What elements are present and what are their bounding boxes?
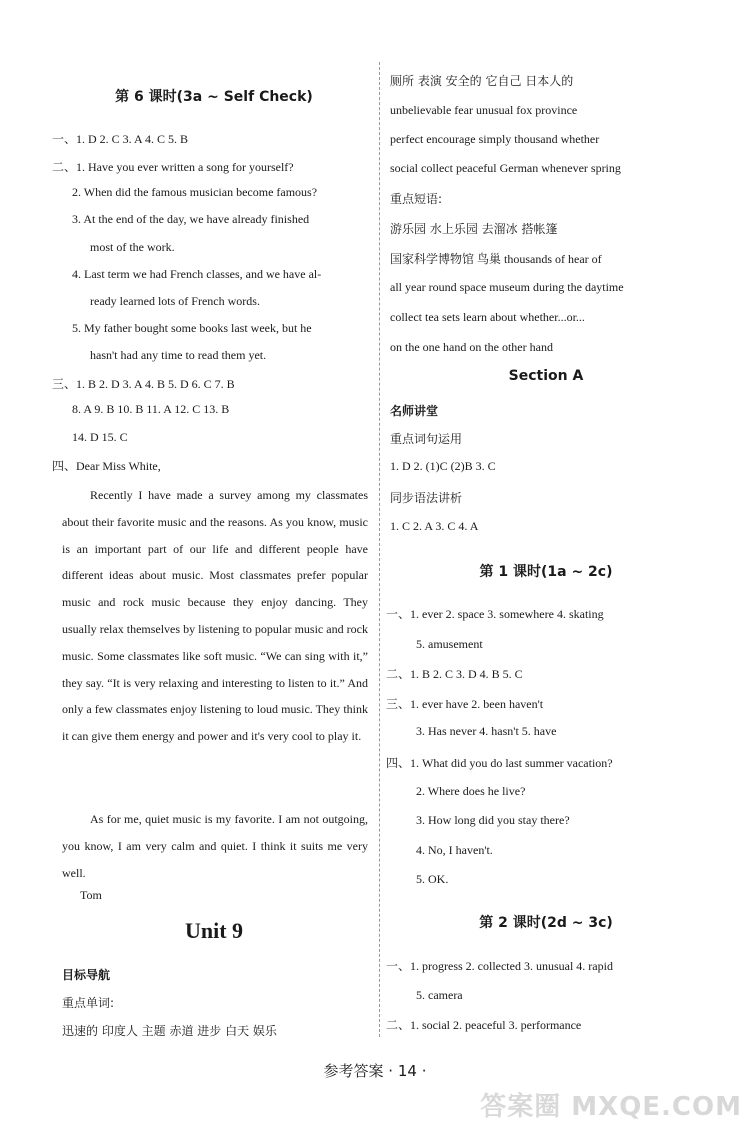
part3-line: 14. D 15. C bbox=[72, 430, 128, 444]
unit-title: Unit 9 bbox=[184, 918, 244, 943]
lesson1-line: 二、1. B 2. C 3. D 4. B 5. C bbox=[386, 667, 523, 681]
page-footer: 参考答案 · 14 · bbox=[323, 1062, 427, 1080]
part2-line: 二、1. Have you ever written a song for yourself? bbox=[52, 160, 294, 174]
letter-paragraph-2: As for me, quiet music is my favorite. I am not outgoing, you know, I am very calm and quiet. I think it suits me very well. bbox=[62, 812, 368, 880]
phrase-line: all year round space museum during the daytime bbox=[390, 280, 624, 294]
lesson1-line: 5. OK. bbox=[416, 872, 449, 886]
part2-line: 2. When did the famous musician become famous? bbox=[72, 185, 318, 199]
lesson1-title: 第 1 课时(1a ~ 2c) bbox=[479, 564, 613, 580]
part3-line: 三、1. B 2. D 3. A 4. B 5. D 6. C 7. B bbox=[52, 377, 235, 391]
usage-answers: 1. D 2. (1)C (2)B 3. C bbox=[390, 459, 496, 473]
goal-nav-label: 目标导航 bbox=[62, 968, 111, 982]
key-words-cn: 迅速的 印度人 主题 赤道 进步 白天 娱乐 bbox=[62, 1024, 277, 1038]
lesson1-line: 2. Where does he live? bbox=[416, 784, 526, 798]
lesson2-line: 5. camera bbox=[416, 988, 463, 1002]
part1-answers: 一、1. D 2. C 3. A 4. C 5. B bbox=[52, 132, 189, 146]
letter-signature: Tom bbox=[80, 888, 102, 902]
phrase-line: collect tea sets learn about whether...or... bbox=[390, 310, 585, 324]
part2-line: 5. My father bought some books last week, but he bbox=[72, 321, 312, 335]
part2-line: ready learned lots of French words. bbox=[90, 294, 260, 308]
lesson1-line: 3. How long did you stay there? bbox=[416, 813, 570, 827]
phrase-line: 国家科学博物馆 鸟巢 thousands of hear of bbox=[390, 252, 602, 266]
grammar-answers: 1. C 2. A 3. C 4. A bbox=[390, 519, 479, 533]
lesson2-title: 第 2 课时(2d ~ 3c) bbox=[479, 915, 613, 931]
phrases-label: 重点短语: bbox=[390, 192, 443, 206]
lesson1-line: 四、1. What did you do last summer vacation? bbox=[386, 756, 613, 770]
grammar-label: 同步语法讲析 bbox=[390, 491, 463, 505]
vocab-line: unbelievable fear unusual fox province bbox=[390, 103, 578, 117]
vocab-line: social collect peaceful German whenever spring bbox=[390, 161, 621, 175]
part2-line: most of the work. bbox=[90, 240, 175, 254]
usage-label: 重点词句运用 bbox=[390, 432, 463, 446]
lesson1-line: 三、1. ever have 2. been haven't bbox=[386, 697, 544, 711]
part2-line: 4. Last term we had French classes, and we have al- bbox=[72, 267, 322, 281]
lesson1-line: 4. No, I haven't. bbox=[416, 843, 493, 857]
lesson1-line: 3. Has never 4. hasn't 5. have bbox=[416, 724, 557, 738]
phrase-line: on the one hand on the other hand bbox=[390, 340, 553, 354]
vocab-line: perfect encourage simply thousand whether bbox=[390, 132, 600, 146]
lesson1-line: 一、1. ever 2. space 3. somewhere 4. skating bbox=[386, 607, 604, 621]
column-divider bbox=[379, 62, 380, 1037]
part3-line: 8. A 9. B 10. B 11. A 12. C 13. B bbox=[72, 402, 230, 416]
lesson1-line: 5. amusement bbox=[416, 637, 483, 651]
watermark: 答案圈 MXQE.COM bbox=[480, 1092, 742, 1122]
vocab-line: 厕所 表演 安全的 它自己 日本人的 bbox=[390, 74, 574, 88]
part2-line: 3. At the end of the day, we have already finished bbox=[72, 212, 310, 226]
part2-line: hasn't had any time to read them yet. bbox=[90, 348, 267, 362]
letter-paragraph-1: Recently I have made a survey among my classmates about their favorite music and the reasons. As you know, music is an important part of our life and different people have different ideas about music. Most classmates prefer popular music and rock music because they enjoy dancing. They usually relax themselves by listening to popular music and rock music. Some classmates like soft music. “We can sing with it,” they say. “It is very relaxing and interesting to listen to it.” And only a few classmates enjoy listening to loud music. They think it can give them energy and power and it's very cool to play it. bbox=[62, 488, 368, 744]
key-words-label: 重点单词: bbox=[62, 996, 115, 1010]
section-a-title: Section A bbox=[508, 368, 584, 384]
phrase-line: 游乐园 水上乐园 去溜冰 搭帐篷 bbox=[390, 222, 558, 236]
lesson6-title: 第 6 课时(3a ~ Self Check) bbox=[115, 89, 313, 105]
lesson2-line: 二、1. social 2. peaceful 3. performance bbox=[386, 1018, 582, 1032]
teacher-label: 名师讲堂 bbox=[390, 404, 439, 418]
lesson2-line: 一、1. progress 2. collected 3. unusual 4. rapid bbox=[386, 959, 613, 973]
letter-greeting: 四、Dear Miss White, bbox=[52, 459, 161, 473]
